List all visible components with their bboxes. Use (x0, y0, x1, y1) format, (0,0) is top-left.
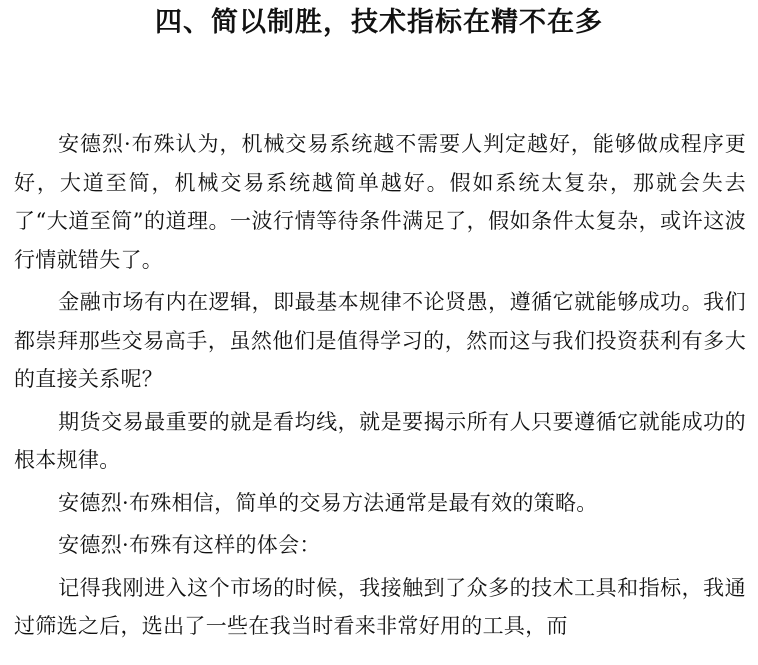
paragraph-5: 安德烈·布殊有这样的体会： (58, 533, 321, 557)
paragraph-2: 金融市场有内在逻辑，即最基本规律不论贤愚，遵循它就能够成功。我们都崇拜那些交易高手，虽然他们是值得学习的，然而这与我们投资获利有多大的直接关系呢？ (14, 290, 746, 391)
section-heading: 四、简以制胜，技术指标在精不在多 (155, 7, 603, 38)
paragraph-6: 记得我刚进入这个市场的时候，我接触到了众多的技术工具和指标，我通过筛选之后，选出了一些在我当时看来非常好用的工具，而 (14, 575, 746, 638)
paragraph-1: 安德烈·布殊认为，机械交易系统越不需要人判定越好，能够做成程序更好，大道至简，机械交易系统越简单越好。假如系统太复杂，那就会失去了“大道至简”的道理。一波行情等待条件满足了，假如条件太复杂，或许这波行情就错失了。 (14, 132, 746, 272)
paragraph-4: 安德烈·布殊相信，简单的交易方法通常是最有效的策略。 (58, 490, 598, 515)
body-text (14, 125, 746, 646)
paragraph-3: 期货交易最重要的就是看均线，就是要揭示所有人只要遵循它就能成功的根本规律。 (14, 409, 746, 472)
